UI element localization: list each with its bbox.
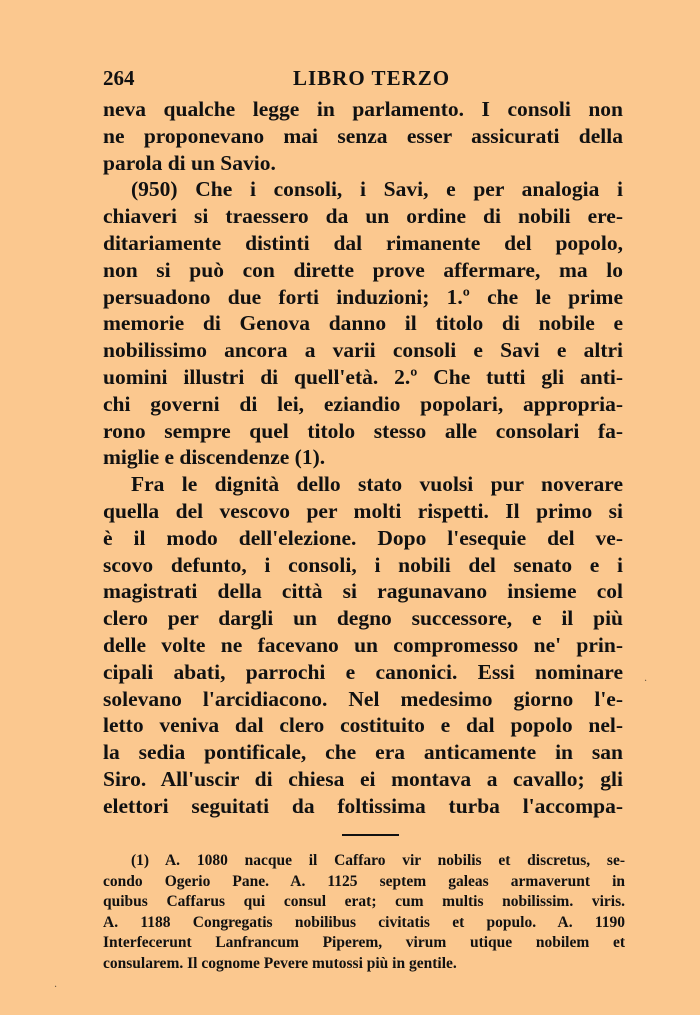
footnote-line: quibus Caffarus qui consul erat; cum multis nobilissim. viris. [103,893,625,910]
running-title: LIBRO TERZO [293,66,451,90]
text-line: uomini illustri di quell'età. 2.º Che tutti gli anti- [103,364,623,389]
text-line: miglie e discendenze (1). [103,445,326,470]
text-line: persuadono due forti induzioni; 1.º che le prime [103,284,623,309]
text-line: neva qualche legge in parlamento. I consoli non [103,97,623,121]
text-line: Siro. All'uscir di chiesa ei montava a cavallo; gli [103,766,623,791]
text-line: rono sempre quel titolo stesso alle consolari fa- [103,418,623,443]
footnote-line: Interfecerunt Lanfrancum Piperem, virum utique nobilem et [103,934,625,951]
text-line: ne proponevano mai senza esser assicurati della [103,123,623,148]
text-line: cipali abati, parrochi e canonici. Essi nominare [103,659,623,684]
footnote-line: (1) A. 1080 nacque il Caffaro vir nobilis et discretus, se- [131,852,625,869]
text-line: chi governi di lei, eziandio popolari, appropria- [103,391,623,416]
text-line: clero per dargli un degno successore, e il più [103,606,623,631]
footnote-rule [342,834,399,836]
margin-speck: · [644,676,648,687]
text-line: parola di un Savio. [103,150,276,175]
text-line: letto veniva dal clero costituito e dal popolo nel- [103,713,623,738]
text-line: solevano l'arcidiacono. Nel medesimo giorno l'e- [103,686,623,711]
text-line: chiaveri si traessero da un ordine di nobili ere- [103,204,623,229]
margin-speck: · [54,982,58,993]
text-line: elettori seguitati da foltissima turba l'accompa- [103,793,623,818]
text-line: memorie di Genova danno il titolo di nobile e [103,311,623,336]
text-line: scovo defunto, i consoli, i nobili del senato e i [103,552,623,577]
text-line: è il modo dell'elezione. Dopo l'esequie del ve- [103,525,623,550]
footnote-line: consularem. Il cognome Pevere mutossi più in gentile. [103,954,457,972]
page-header [103,66,623,96]
main-text [103,96,623,820]
text-line: non si può con dirette prove affermare, ma lo [103,257,623,282]
text-line: delle volte ne facevano un compromesso ne' prin- [103,632,623,657]
footnote-line: A. 1188 Congregatis nobilibus civitatis et populo. A. 1190 [103,913,625,931]
text-line: quella del vescovo per molti rispetti. Il primo si [103,498,623,523]
footnote [103,851,625,974]
footnote-line: condo Ogerio Pane. A. 1125 septem galeas armaverunt in [103,872,625,890]
text-line: ditariamente distinti dal rimanente del popolo, [103,230,623,255]
text-line: magistrati della città si ragunavano insieme col [103,579,623,604]
text-line: nobilissimo ancora a varii consoli e Savi e altri [103,338,623,363]
page-number: 264 [103,66,135,90]
text-line: la sedia pontificale, che era anticamente in san [103,740,623,765]
text-line: (950) Che i consoli, i Savi, e per analogia i [131,177,623,202]
text-line: Fra le dignità dello stato vuolsi pur noverare [131,472,623,497]
